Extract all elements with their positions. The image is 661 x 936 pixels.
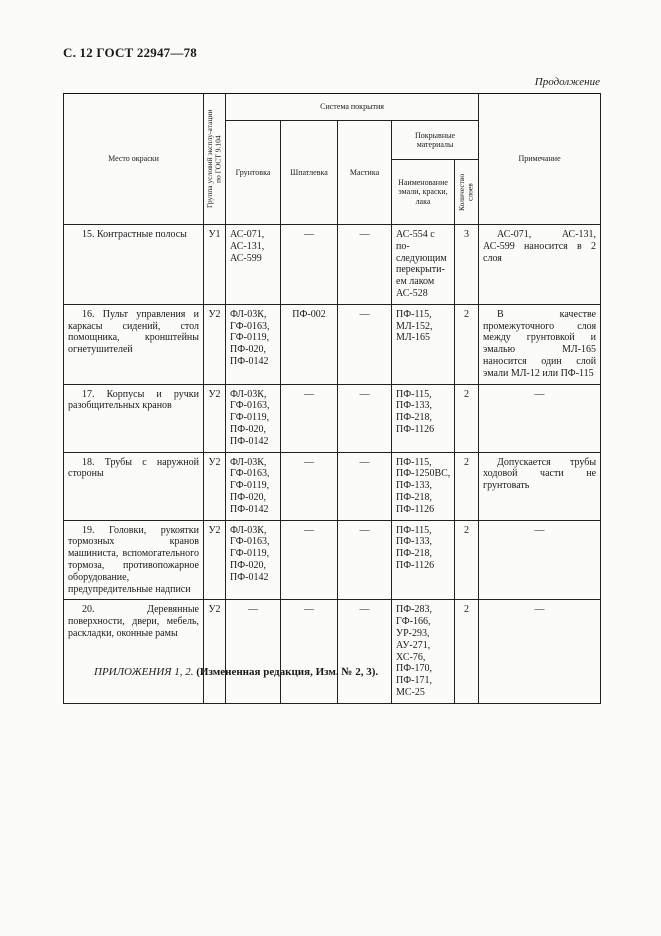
row-primer: —	[226, 600, 281, 703]
row-note: —	[479, 384, 601, 452]
col-name-header: Наименование эмали, краски, лака	[392, 160, 455, 225]
row-group: У2	[204, 520, 226, 600]
table-row	[64, 304, 601, 384]
row-group: У2	[204, 384, 226, 452]
footer-revision: (Измененная редакция, Изм. № 2, 3).	[196, 666, 379, 678]
row-mastic: —	[338, 520, 392, 600]
row-note: —	[479, 600, 601, 703]
row-mastic: —	[338, 384, 392, 452]
row-note: АС-071, АС-131, АС-599 наносится в 2 слоя	[479, 225, 601, 305]
row-coating: ПФ-283, ГФ-166, УР-293, АУ-271, ХС-76, ПФ-170, ПФ-171, МС-25	[392, 600, 455, 703]
col-putty-header: Шпатлевка	[281, 121, 338, 225]
row-primer: ФЛ-03К, ГФ-0163, ГФ-0119, ПФ-020, ПФ-0142	[226, 520, 281, 600]
row-layers: 2	[455, 520, 479, 600]
row-layers: 2	[455, 384, 479, 452]
row-layers: 3	[455, 225, 479, 305]
col-group-header: Группа условий эксплу-атации по ГОСТ 9.104	[204, 94, 226, 225]
continuation-label: Продолжение	[534, 76, 600, 88]
row-putty: ПФ-002	[281, 304, 338, 384]
row-note: —	[479, 520, 601, 600]
row-coating: ПФ-115, ПФ-133, ПФ-218, ПФ-1126	[392, 520, 455, 600]
coating-table	[63, 93, 601, 704]
row-coating: АС-554 с по- следующим перекрыти- ем лаком АС-528	[392, 225, 455, 305]
col-system-header: Система покрытия	[226, 94, 479, 121]
row-group: У1	[204, 225, 226, 305]
table-row	[64, 600, 601, 703]
row-putty: —	[281, 600, 338, 703]
row-layers: 2	[455, 600, 479, 703]
row-place: 19. Головки, рукоятки тормозных кранов машиниста, вспомогательного тормоза, противопожарное оборудование, предупредительные надписи	[64, 520, 204, 600]
table-row	[64, 384, 601, 452]
row-layers: 2	[455, 304, 479, 384]
row-group: У2	[204, 304, 226, 384]
row-putty: —	[281, 384, 338, 452]
table-row	[64, 452, 601, 520]
footer-appendix: ПРИЛОЖЕНИЯ 1, 2.	[94, 666, 194, 678]
row-coating: ПФ-115, ПФ-133, ПФ-218, ПФ-1126	[392, 384, 455, 452]
row-mastic: —	[338, 225, 392, 305]
row-place: 20. Деревянные поверхности, двери, мебель, раскладки, оконные рамы	[64, 600, 204, 703]
page-header: С. 12 ГОСТ 22947—78	[63, 45, 197, 60]
row-mastic: —	[338, 600, 392, 703]
table-row	[64, 225, 601, 305]
row-place: 16. Пульт управления и каркасы сидений, стол помощника, кронштейны огнетушителей	[64, 304, 204, 384]
col-layers-header: Количество слоев	[455, 160, 479, 225]
row-putty: —	[281, 225, 338, 305]
row-coating: ПФ-115, МЛ-152, МЛ-165	[392, 304, 455, 384]
row-place: 15. Контрастные полосы	[64, 225, 204, 305]
row-note: Допускается трубы ходовой части не грунтовать	[479, 452, 601, 520]
row-place: 18. Трубы с наружной стороны	[64, 452, 204, 520]
col-mastic-header: Мастика	[338, 121, 392, 225]
row-coating: ПФ-115, ПФ-1250ВС, ПФ-133, ПФ-218, ПФ-1126	[392, 452, 455, 520]
row-putty: —	[281, 452, 338, 520]
col-primer-header: Грунтовка	[226, 121, 281, 225]
row-primer: ФЛ-03К, ГФ-0163, ГФ-0119, ПФ-020, ПФ-0142	[226, 452, 281, 520]
row-layers: 2	[455, 452, 479, 520]
row-primer: ФЛ-03К, ГФ-0163, ГФ-0119, ПФ-020, ПФ-0142	[226, 304, 281, 384]
col-place-header: Место окраски	[64, 94, 204, 225]
col-note-header: Примечание	[479, 94, 601, 225]
row-primer: ФЛ-03К, ГФ-0163, ГФ-0119, ПФ-020, ПФ-0142	[226, 384, 281, 452]
row-mastic: —	[338, 304, 392, 384]
row-mastic: —	[338, 452, 392, 520]
col-coating-header: Покрывные материалы	[392, 121, 479, 160]
row-putty: —	[281, 520, 338, 600]
table-row	[64, 520, 601, 600]
row-place: 17. Корпусы и ручки разобщительных кранов	[64, 384, 204, 452]
row-primer: АС-071, АС-131, АС-599	[226, 225, 281, 305]
footer-note	[94, 666, 378, 678]
row-group: У2	[204, 600, 226, 703]
row-group: У2	[204, 452, 226, 520]
row-note: В качестве промежуточного слоя между грунтовкой и эмалью МЛ-165 наносится один слой эмали МЛ-12 или ПФ-115	[479, 304, 601, 384]
